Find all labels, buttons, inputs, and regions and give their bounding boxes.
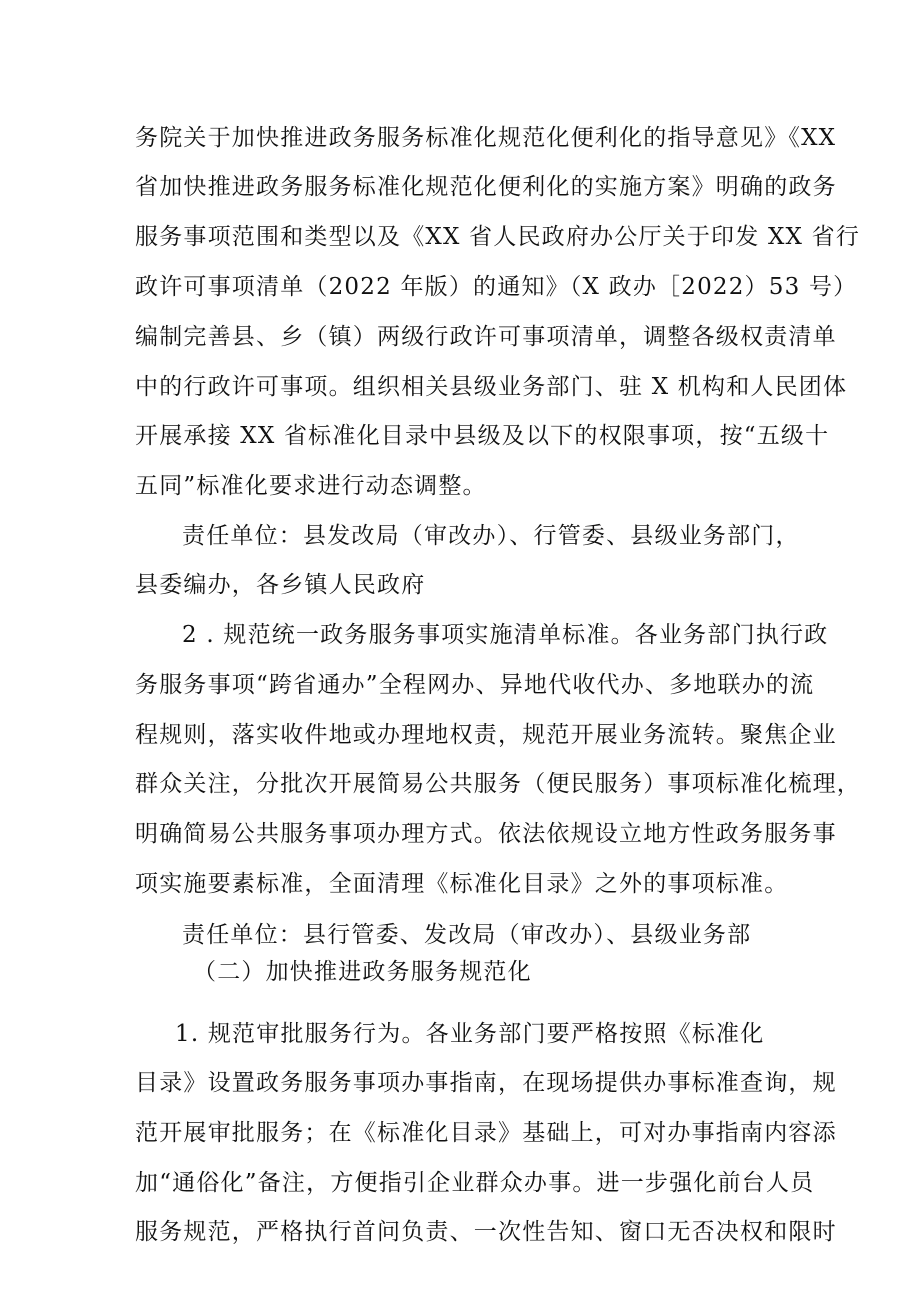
body-text-line: 务服务事项“跨省通办”全程网办、异地代收代办、多地联办的流 (135, 672, 815, 698)
body-text-line: 服务事项范围和类型以及《XX 省人民政府办公厅关于印发 XX 省行 (135, 224, 861, 250)
body-text-line: 范开展审批服务；在《标准化目录》基础上，可对办事指南内容添 (135, 1120, 837, 1146)
item-heading-line: 2 . 规范统一政务服务事项实施清单标准。各业务部门执行政 (182, 622, 829, 648)
body-text-line: 编制完善县、乡（镇）两级行政许可事项清单，调整各级权责清单 (135, 324, 837, 350)
responsible-unit-line: 责任单位：县行管委、发改局（审改办）、县级业务部 (182, 922, 752, 948)
body-text-line: 五同”标准化要求进行动态调整。 (135, 473, 487, 499)
body-text-line: 政许可事项清单（2022 年版）的通知》（X 政办［2022）53 号） (135, 274, 858, 300)
body-text-line: 中的行政许可事项。组织相关县级业务部门、驻 X 机构和人民团体 (135, 374, 848, 400)
body-text-line: 项实施要素标准，全面清理《标准化目录》之外的事项标准。 (135, 871, 789, 897)
section-heading: （二）加快推进政务服务规范化 (193, 959, 532, 985)
body-text-line: 程规则，落实收件地或办理地权责，规范开展业务流转。聚焦企业 (135, 722, 837, 748)
body-text-line: 服务规范，严格执行首问负责、一次性告知、窗口无否决权和限时 (135, 1219, 837, 1245)
body-text-line: 群众关注，分批次开展简易公共服务（便民服务）事项标准化梳理， (135, 771, 861, 797)
body-text-line: 务院关于加快推进政务服务标准化规范化便利化的指导意见》《XX (135, 125, 837, 151)
responsible-unit-line: 县委编办，各乡镇人民政府 (135, 572, 426, 598)
item-heading-line: 1. 规范审批服务行为。各业务部门要严格按照《标准化 (175, 1021, 765, 1047)
responsible-unit-line: 责任单位：县发改局（审改办）、行管委、县级业务部门， (182, 523, 800, 549)
body-text-line: 加“通俗化”备注，方便指引企业群众办事。进一步强化前台人员 (135, 1170, 815, 1196)
body-text-line: 明确简易公共服务事项办理方式。依法依规设立地方性政务服务事 (135, 821, 837, 847)
body-text-line: 省加快推进政务服务标准化规范化便利化的实施方案》明确的政务 (135, 174, 837, 200)
body-text-line: 开展承接 XX 省标准化目录中县级及以下的权限事项，按“五级十 (135, 423, 830, 449)
body-text-line: 目录》设置政务服务事项办事指南，在现场提供办事标准查询，规 (135, 1070, 837, 1096)
